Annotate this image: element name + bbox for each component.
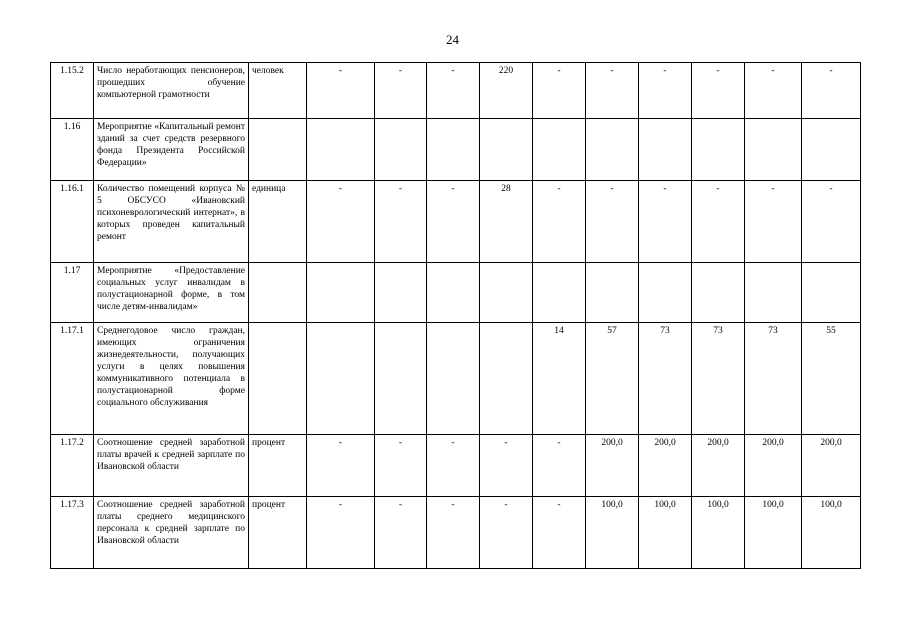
row-value-cell: - bbox=[375, 63, 427, 119]
row-value-cell bbox=[480, 323, 533, 435]
row-value-cell: - bbox=[307, 63, 375, 119]
row-value-cell: 14 bbox=[533, 323, 586, 435]
row-value-cell: - bbox=[427, 63, 480, 119]
row-value-cell: 220 bbox=[480, 63, 533, 119]
row-value-cell bbox=[533, 263, 586, 323]
row-value-cell: - bbox=[427, 497, 480, 569]
row-number-cell: 1.17 bbox=[51, 263, 94, 323]
row-value-cell: - bbox=[375, 181, 427, 263]
row-value-cell bbox=[692, 119, 745, 181]
table-row bbox=[51, 119, 861, 181]
row-value-cell bbox=[480, 119, 533, 181]
row-value-cell bbox=[375, 263, 427, 323]
row-value-cell: - bbox=[533, 435, 586, 497]
row-value-cell: - bbox=[427, 435, 480, 497]
table-row bbox=[51, 181, 861, 263]
row-number-cell: 1.15.2 bbox=[51, 63, 94, 119]
row-value-cell: 100,0 bbox=[745, 497, 802, 569]
row-value-cell: - bbox=[639, 63, 692, 119]
row-value-cell: - bbox=[533, 497, 586, 569]
row-value-cell bbox=[427, 323, 480, 435]
row-value-cell: - bbox=[692, 63, 745, 119]
row-unit-cell bbox=[249, 323, 307, 435]
row-value-cell: 73 bbox=[745, 323, 802, 435]
row-number-cell: 1.17.3 bbox=[51, 497, 94, 569]
row-value-cell: 200,0 bbox=[745, 435, 802, 497]
row-value-cell: - bbox=[427, 181, 480, 263]
row-value-cell bbox=[586, 119, 639, 181]
row-value-cell: 100,0 bbox=[639, 497, 692, 569]
row-description-cell: Среднегодовое число граждан, имеющих ограничения жизнедеятельности, получающих услуги в целях повышения коммуникативного потенциала в полустационарной форме социального обслуживания bbox=[94, 323, 249, 435]
row-value-cell bbox=[745, 263, 802, 323]
row-unit-cell: процент bbox=[249, 497, 307, 569]
row-value-cell: 57 bbox=[586, 323, 639, 435]
row-unit-cell bbox=[249, 119, 307, 181]
row-value-cell: 28 bbox=[480, 181, 533, 263]
row-description-cell: Число неработающих пенсионеров, прошедших обучение компьютерной грамотности bbox=[94, 63, 249, 119]
row-unit-cell: человек bbox=[249, 63, 307, 119]
table-row bbox=[51, 63, 861, 119]
row-value-cell: - bbox=[802, 181, 861, 263]
row-value-cell: - bbox=[802, 63, 861, 119]
row-description-cell: Количество помещений корпуса № 5 ОБСУСО «Ивановский психоневрологический интернат», в которых проведен капитальный ремонт bbox=[94, 181, 249, 263]
row-value-cell bbox=[375, 323, 427, 435]
row-value-cell bbox=[692, 263, 745, 323]
row-value-cell: - bbox=[745, 63, 802, 119]
row-value-cell: 200,0 bbox=[586, 435, 639, 497]
row-value-cell: - bbox=[586, 63, 639, 119]
table-row bbox=[51, 263, 861, 323]
row-value-cell: - bbox=[639, 181, 692, 263]
row-value-cell bbox=[307, 323, 375, 435]
row-value-cell bbox=[745, 119, 802, 181]
row-value-cell: - bbox=[375, 497, 427, 569]
table-row bbox=[51, 497, 861, 569]
row-value-cell: 100,0 bbox=[802, 497, 861, 569]
row-value-cell: - bbox=[480, 497, 533, 569]
row-value-cell: 55 bbox=[802, 323, 861, 435]
row-unit-cell: единица bbox=[249, 181, 307, 263]
row-value-cell: - bbox=[745, 181, 802, 263]
row-value-cell bbox=[307, 119, 375, 181]
row-value-cell bbox=[480, 263, 533, 323]
row-value-cell bbox=[533, 119, 586, 181]
row-number-cell: 1.16 bbox=[51, 119, 94, 181]
row-number-cell: 1.16.1 bbox=[51, 181, 94, 263]
row-description-cell: Соотношение средней заработной платы врачей к средней зарплате по Ивановской области bbox=[94, 435, 249, 497]
row-value-cell bbox=[802, 119, 861, 181]
table-row bbox=[51, 323, 861, 435]
row-value-cell bbox=[639, 263, 692, 323]
row-value-cell: - bbox=[586, 181, 639, 263]
row-value-cell: - bbox=[692, 181, 745, 263]
indicators-table bbox=[50, 62, 861, 569]
row-number-cell: 1.17.2 bbox=[51, 435, 94, 497]
row-value-cell: - bbox=[375, 435, 427, 497]
table-row bbox=[51, 435, 861, 497]
row-value-cell bbox=[375, 119, 427, 181]
row-value-cell: - bbox=[480, 435, 533, 497]
row-value-cell bbox=[639, 119, 692, 181]
row-value-cell: - bbox=[307, 181, 375, 263]
row-value-cell: - bbox=[533, 181, 586, 263]
row-value-cell: 73 bbox=[692, 323, 745, 435]
row-value-cell bbox=[802, 263, 861, 323]
row-value-cell: 100,0 bbox=[586, 497, 639, 569]
row-value-cell: - bbox=[533, 63, 586, 119]
row-value-cell: 200,0 bbox=[692, 435, 745, 497]
row-value-cell: 200,0 bbox=[802, 435, 861, 497]
row-unit-cell: процент bbox=[249, 435, 307, 497]
row-description-cell: Мероприятие «Предоставление социальных услуг инвалидам в полустационарной форме, в том числе детям-инвалидам» bbox=[94, 263, 249, 323]
row-description-cell: Соотношение средней заработной платы среднего медицинского персонала к средней зарплате по Ивановской области bbox=[94, 497, 249, 569]
row-value-cell: 73 bbox=[639, 323, 692, 435]
row-unit-cell bbox=[249, 263, 307, 323]
row-value-cell bbox=[307, 263, 375, 323]
row-number-cell: 1.17.1 bbox=[51, 323, 94, 435]
row-value-cell: 200,0 bbox=[639, 435, 692, 497]
row-value-cell bbox=[427, 119, 480, 181]
row-value-cell bbox=[586, 263, 639, 323]
row-value-cell: - bbox=[307, 435, 375, 497]
row-value-cell: - bbox=[307, 497, 375, 569]
row-value-cell bbox=[427, 263, 480, 323]
page-number: 24 bbox=[446, 32, 459, 47]
row-value-cell: 100,0 bbox=[692, 497, 745, 569]
row-description-cell: Мероприятие «Капитальный ремонт зданий за счет средств резервного фонда Президента Российской Федерации» bbox=[94, 119, 249, 181]
